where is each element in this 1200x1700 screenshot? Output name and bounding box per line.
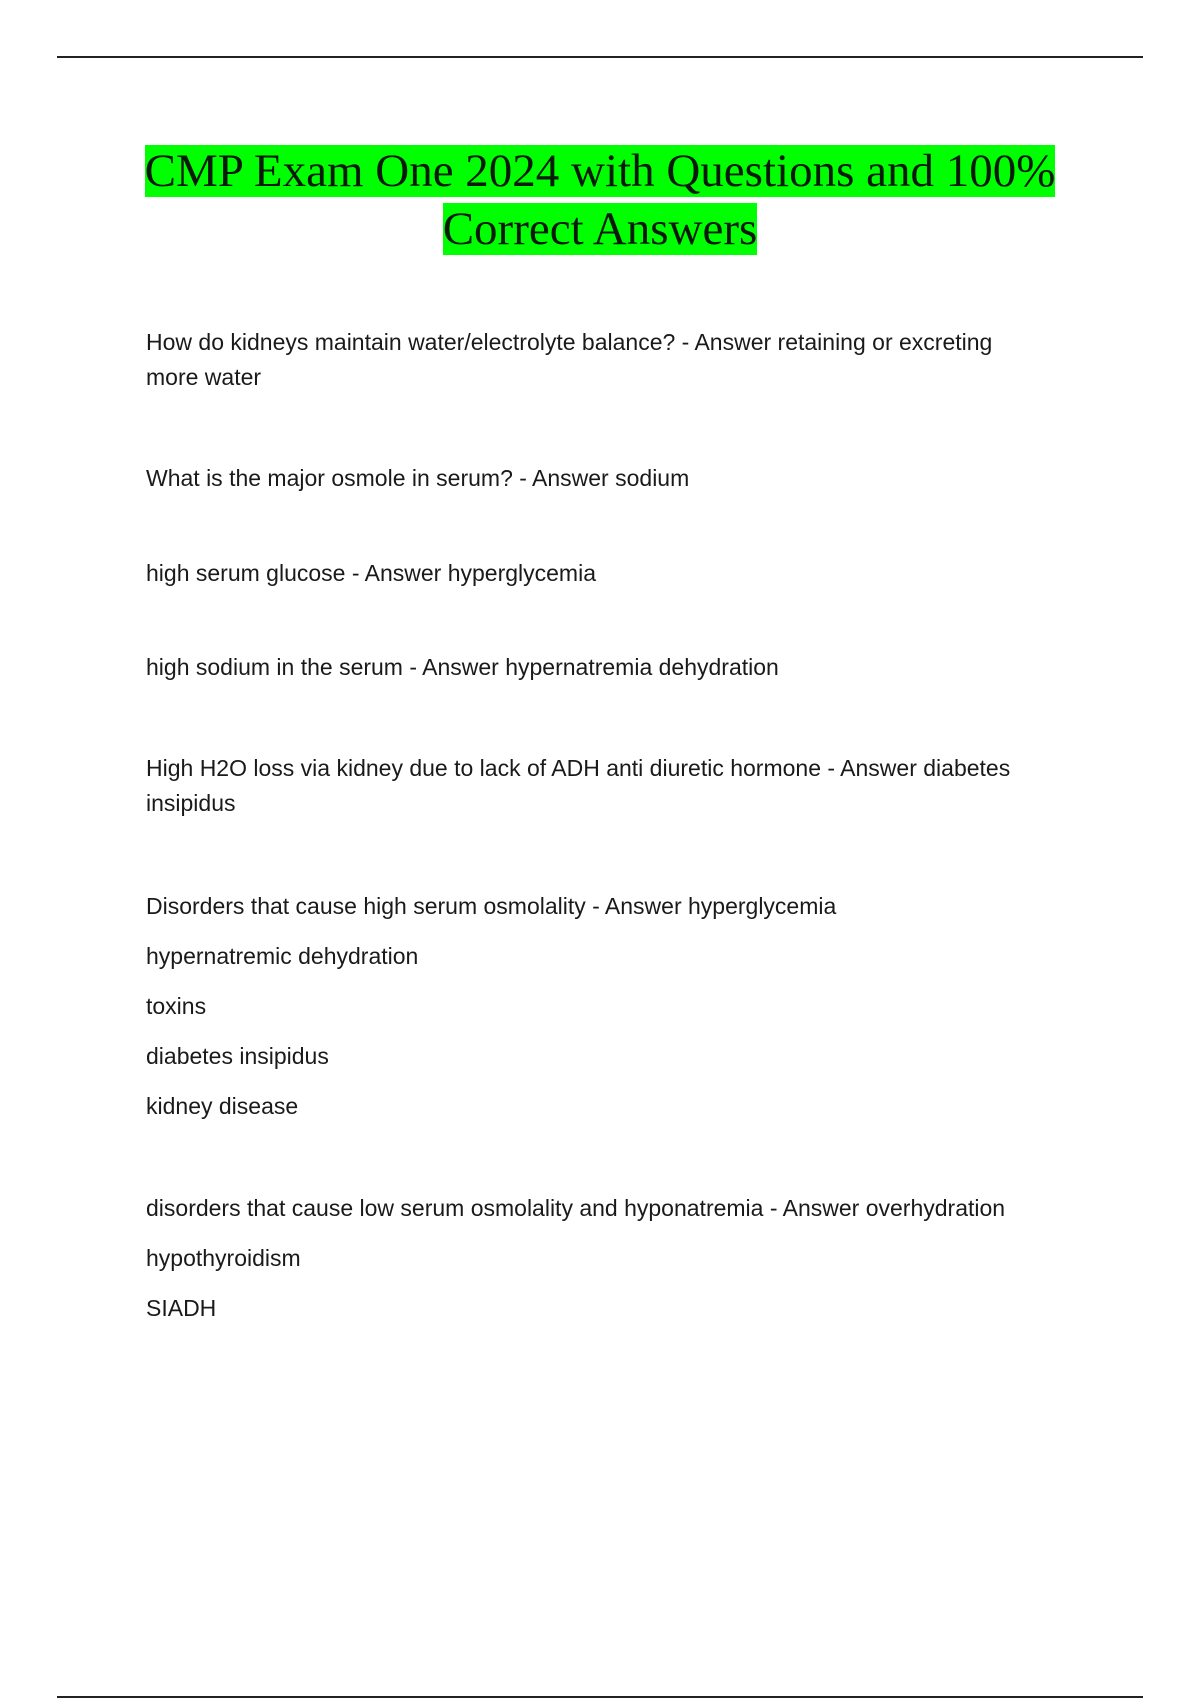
qa-item (146, 650, 1076, 685)
qa-content (146, 325, 1076, 1326)
qa-item (146, 556, 1076, 591)
answer-list-item: hypothyroidism (146, 1245, 301, 1271)
title-line-1: CMP Exam One 2024 with Questions and 100% (144, 145, 1056, 197)
qa-item (146, 889, 1076, 1124)
answer-list-item: diabetes insipidus (146, 1043, 329, 1069)
qa-text: insipidus (146, 790, 236, 816)
qa-text: high serum glucose - Answer hyperglycemia (146, 560, 596, 586)
qa-text: disorders that cause low serum osmolality and hyponatremia - Answer overhydration (146, 1195, 1006, 1221)
answer-list-item: kidney disease (146, 1093, 299, 1119)
qa-text: How do kidneys maintain water/electrolyte balance? - Answer retaining or excreting (146, 329, 993, 355)
answer-list-item: SIADH (146, 1295, 217, 1321)
qa-text: more water (146, 364, 262, 390)
qa-item (146, 751, 1076, 821)
qa-text: High H2O loss via kidney due to lack of ADH anti diuretic hormone - Answer diabetes (146, 755, 1011, 781)
qa-item (146, 461, 1076, 496)
qa-item (146, 325, 1076, 395)
title-line-2: Correct Answers (442, 203, 758, 255)
footer-rule (57, 1696, 1143, 1698)
qa-text: high sodium in the serum - Answer hypernatremia dehydration (146, 654, 779, 680)
qa-text: Disorders that cause high serum osmolality - Answer hyperglycemia (146, 893, 837, 919)
qa-item (146, 1191, 1076, 1326)
document-title (100, 142, 1100, 258)
answer-list-item: hypernatremic dehydration (146, 943, 419, 969)
header-rule (57, 56, 1143, 58)
qa-text: What is the major osmole in serum? - Answer sodium (146, 465, 690, 491)
answer-list-item: toxins (146, 993, 207, 1019)
